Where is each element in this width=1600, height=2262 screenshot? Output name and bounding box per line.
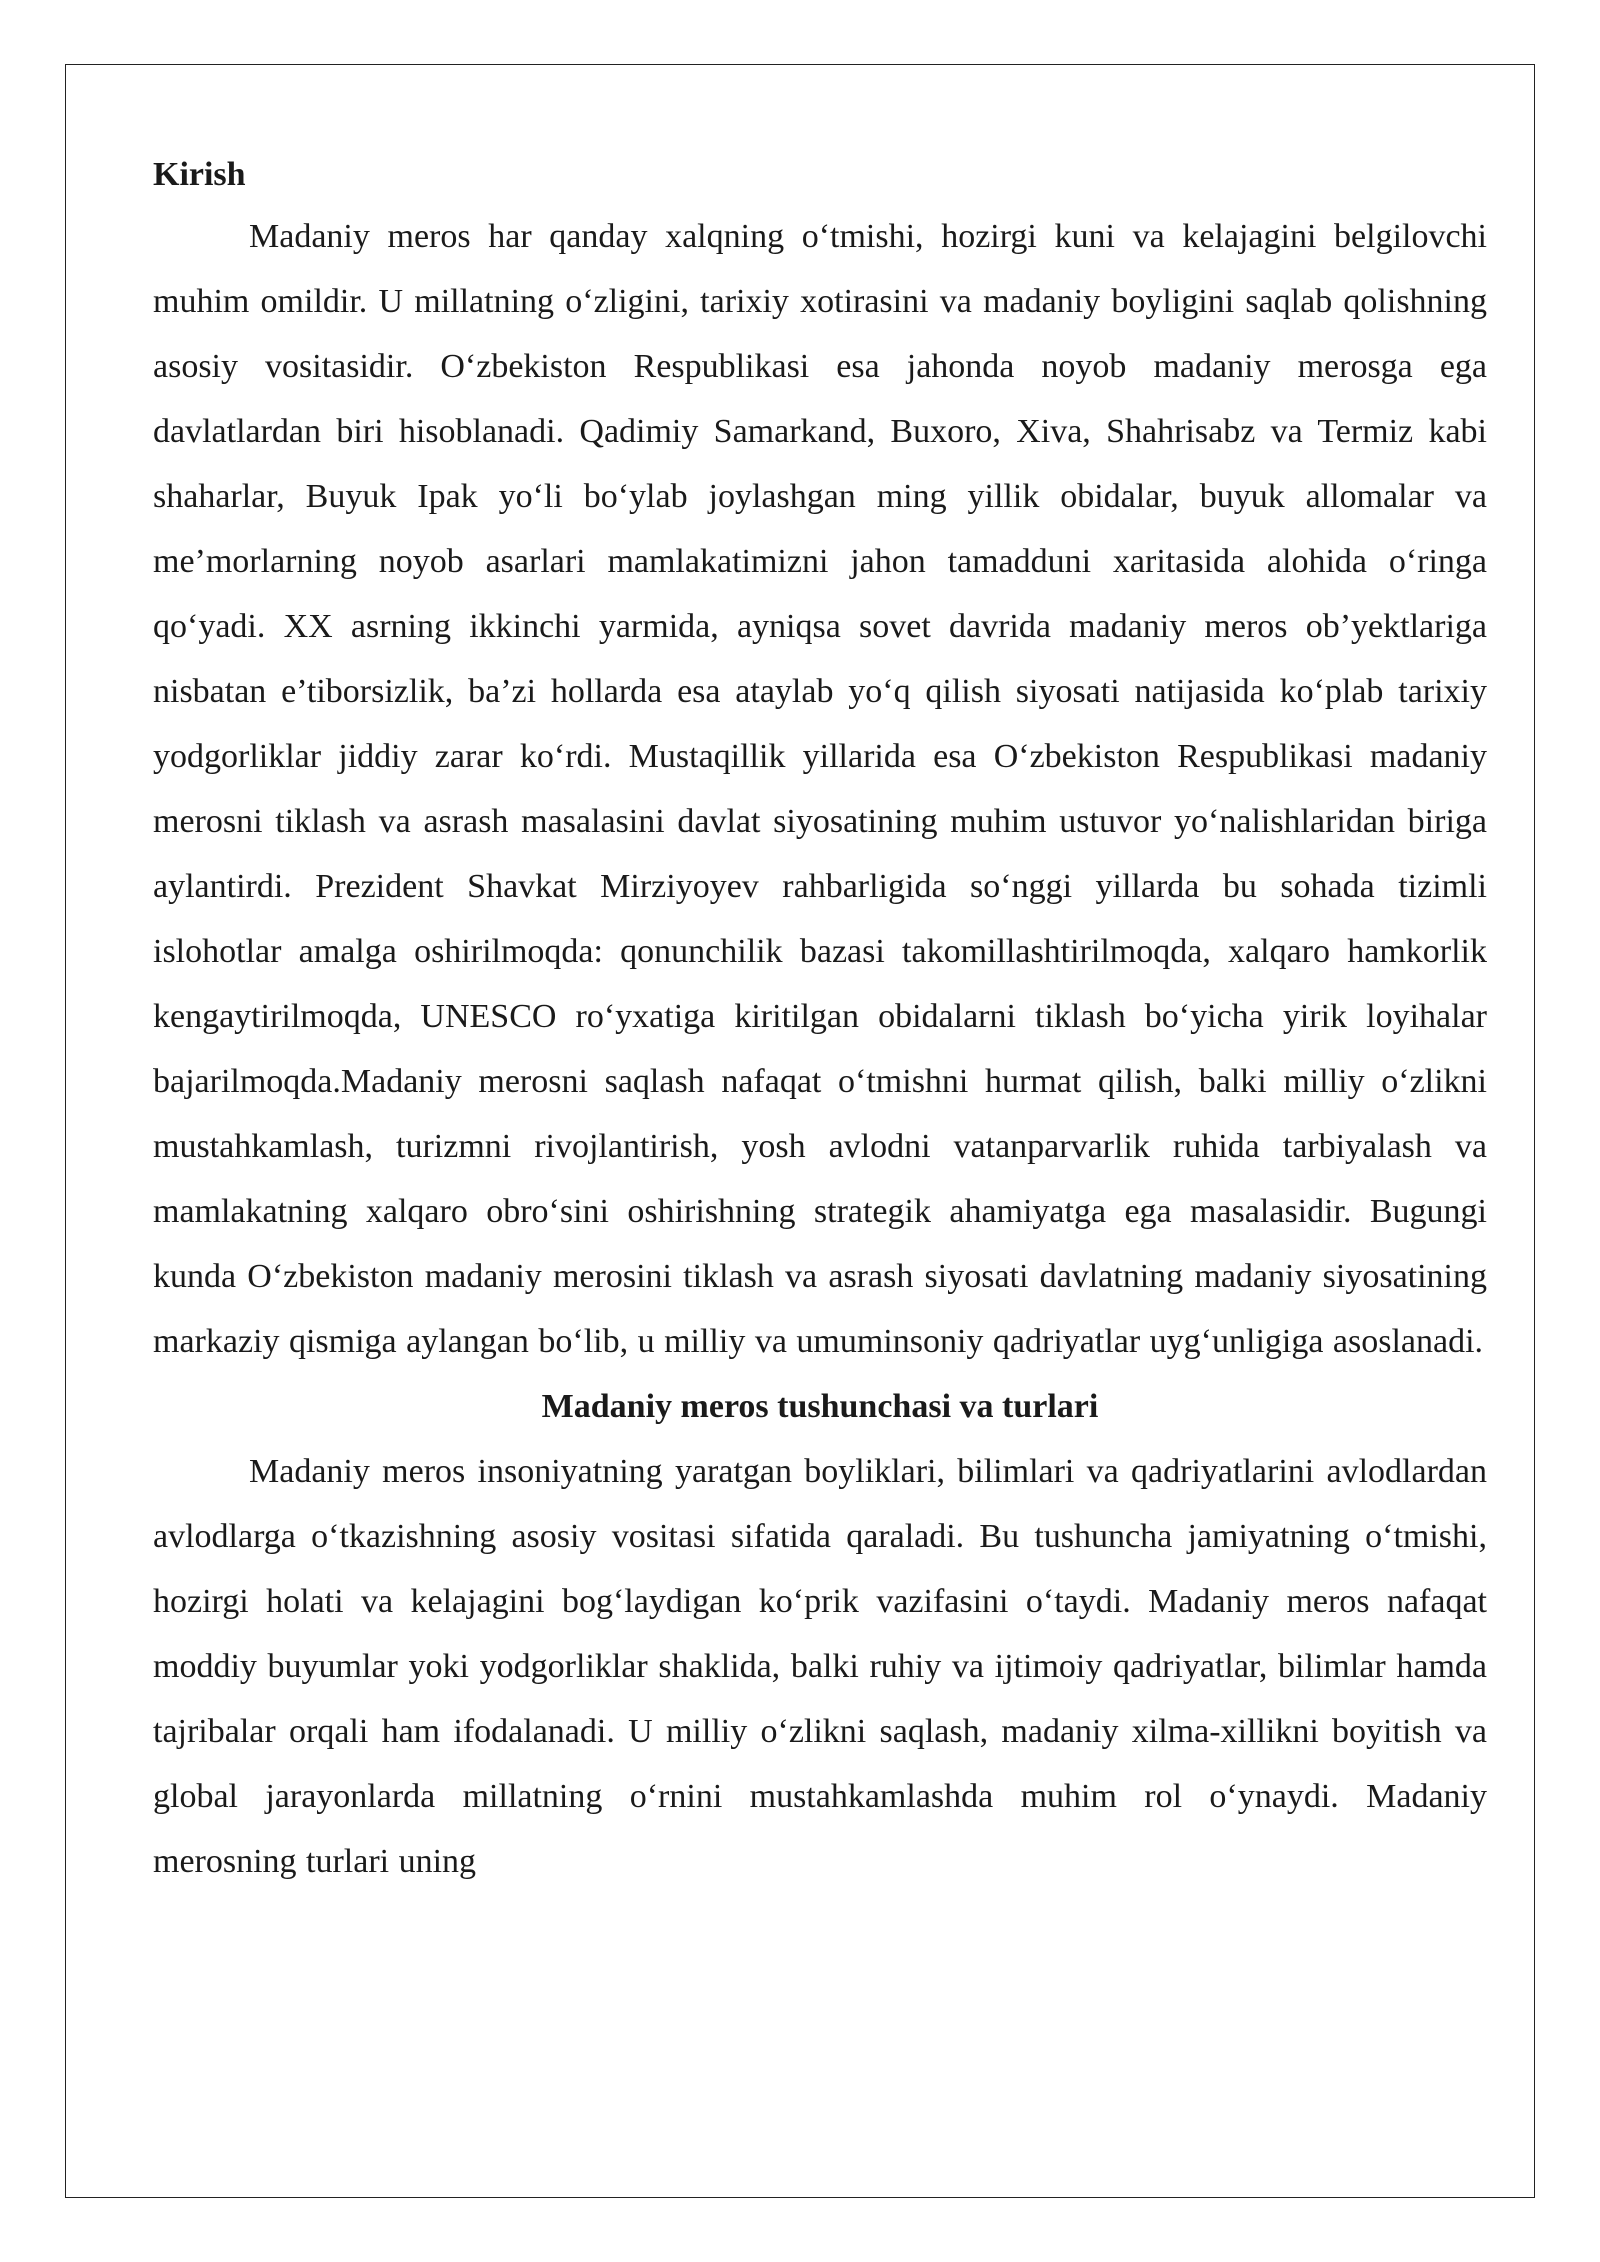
section-title: Madaniy meros tushunchasi va turlari bbox=[541, 1388, 1099, 1425]
document-body bbox=[153, 146, 1487, 1894]
section-paragraph: Madaniy meros insoniyatning yaratgan boyliklari, bilimlari va qadriyatlarini avlodlardan avlodlarga o‘tkazishning asosiy vositasi sifatida qaraladi. Bu tushuncha jamiyatning o‘tmishi, hozirgi holati va kelajagini bog‘laydigan ko‘prik vazifasini o‘taydi. Madaniy meros nafaqat moddiy buyumlar yoki yodgorliklar shaklida, balki ruhiy va ijtimoiy qadriyatlar, bilimlar hamda tajribalar orqali ham ifodalanadi. U milliy o‘zlikni saqlash, madaniy xilma-xillikni boyitish va global jarayonlarda millatning o‘rnini mustahkamlashda muhim rol o‘ynaydi. Madaniy merosning turlari uning bbox=[153, 1453, 1487, 1880]
intro-heading: Kirish bbox=[153, 156, 246, 193]
intro-paragraph: Madaniy meros har qanday xalqning o‘tmishi, hozirgi kuni va kelajagini belgilovchi muhim omildir. U millatning o‘zligini, tarixiy xotirasini va madaniy boyligini saqlab qolishning asosiy vositasidir. O‘zbekiston Respublikasi esa jahonda noyob madaniy merosga ega davlatlardan biri hisoblanadi. Qadimiy Samarkand, Buxoro, Xiva, Shahrisabz va Termiz kabi shaharlar, Buyuk Ipak yo‘li bo‘ylab joylashgan ming yillik obidalar, buyuk allomalar va me’morlarning noyob asarlari mamlakatimizni jahon tamadduni xaritasida alohida o‘ringa qo‘yadi. XX asrning ikkinchi yarmida, ayniqsa sovet davrida madaniy meros ob’yektlariga nisbatan e’tiborsizlik, ba’zi hollarda esa ataylab yo‘q qilish siyosati natijasida ko‘plab tarixiy yodgorliklar jiddiy zarar ko‘rdi. Mustaqillik yillarida esa O‘zbekiston Respublikasi madaniy merosni tiklash va asrash masalasini davlat siyosatining muhim ustuvor yo‘nalishlaridan biriga aylantirdi. Prezident Shavkat Mirziyoyev rahbarligida so‘nggi yillarda bu sohada tizimli islohotlar amalga oshirilmoqda: qonunchilik bazasi takomillashtirilmoqda, xalqaro hamkorlik kengaytirilmoqda, UNESCO ro‘yxatiga kiritilgan obidalarni tiklash bo‘yicha yirik loyihalar bajarilmoqda.Madaniy merosni saqlash nafaqat o‘tmishni hurmat qilish, balki milliy o‘zlikni mustahkamlash, turizmni rivojlantirish, yosh avlodni vatanparvarlik ruhida tarbiyalash va mamlakatning xalqaro obro‘sini oshirishning strategik ahamiyatga ega masalasidir. Bugungi kunda O‘zbekiston madaniy merosini tiklash va asrash siyosati davlatning madaniy siyosatining markaziy qismiga aylangan bo‘lib, u milliy va umuminsoniy qadriyatlar uyg‘unligiga asoslanadi. bbox=[153, 218, 1487, 1360]
